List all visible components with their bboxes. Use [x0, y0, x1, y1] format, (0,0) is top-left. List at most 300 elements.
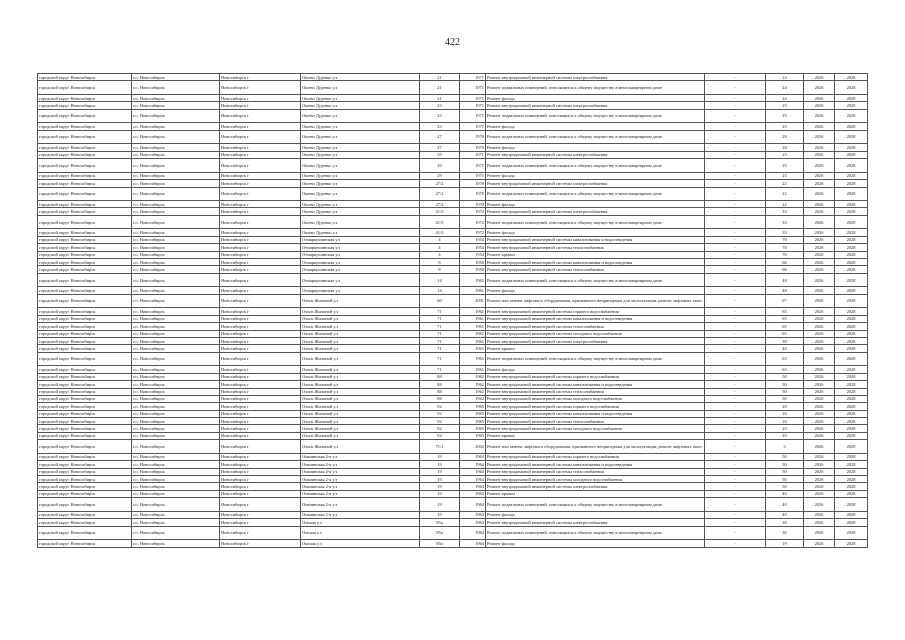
table-body: [38, 74, 868, 548]
end-year-cell: 2028: [835, 526, 868, 540]
work-type-cell: Ремонт внутридомовой инженерной системы электроснабжения: [486, 74, 705, 81]
street-cell: Отмаркушинская у.э: [301, 273, 420, 287]
table-row: [38, 418, 868, 425]
table-row: [38, 395, 868, 402]
district-cell: г.о. Новосибирск: [132, 403, 220, 410]
year-built-cell: 2002: [460, 440, 486, 454]
district-cell: г.о. Новосибирск: [132, 102, 220, 109]
city-cell: Новосибирск г: [220, 287, 301, 294]
district-cell: г.о. Новосибирск: [132, 187, 220, 201]
year-built-cell: 1961: [460, 337, 486, 344]
end-year-cell: 2028: [835, 453, 868, 460]
table-row: [38, 476, 868, 483]
years-since-repair-cell: 40: [766, 511, 804, 518]
house-number-cell: 21: [420, 94, 460, 101]
start-year-cell: 2026: [804, 172, 835, 179]
start-year-cell: 2026: [804, 74, 835, 81]
district-cell: г.о. Новосибирск: [132, 418, 220, 425]
start-year-cell: 2026: [804, 432, 835, 439]
house-number-cell: 19: [420, 498, 460, 512]
city-cell: Новосибирск г: [220, 461, 301, 468]
years-since-repair-cell: 25: [766, 159, 804, 173]
district-cell: г.о. Новосибирск: [132, 172, 220, 179]
year-built-cell: 1954: [460, 244, 486, 251]
year-built-cell: 1961: [460, 323, 486, 330]
table-row: [38, 74, 868, 81]
year-built-cell: 1961: [460, 315, 486, 322]
repair-schedule-table: [37, 73, 868, 548]
start-year-cell: 2026: [804, 287, 835, 294]
table-row: [38, 461, 868, 468]
house-number-cell: 71: [420, 315, 460, 322]
table-row: [38, 123, 868, 130]
work-type-cell: Ремонт подвальных помещений, относящихся к общему имуществу в многоквартирном доме: [486, 215, 705, 229]
year-built-cell: 1971: [460, 172, 486, 179]
street-cell: Отмаркушинская у.э: [301, 236, 420, 243]
table-row: [38, 490, 868, 497]
year-built-cell: 1961: [460, 330, 486, 337]
work-type-cell: Ремонт фасада: [486, 229, 705, 236]
district-cell: г.о. Новосибирск: [132, 432, 220, 439]
start-year-cell: 2026: [804, 244, 835, 251]
table-row: [38, 294, 868, 308]
years-since-repair-cell: 25: [766, 172, 804, 179]
city-cell: Новосибирск г: [220, 540, 301, 547]
work-type-cell: Ремонт фасада: [486, 94, 705, 101]
dash-cell: -: [705, 215, 766, 229]
years-since-repair-cell: 65: [766, 330, 804, 337]
house-number-cell: 19: [420, 461, 460, 468]
street-cell: Омьчинская 2-я у.э: [301, 468, 420, 475]
end-year-cell: 2028: [835, 201, 868, 208]
start-year-cell: 2026: [804, 511, 835, 518]
municipality-cell: городской округ Новосибирск: [38, 432, 132, 439]
district-cell: г.о. Новосибирск: [132, 440, 220, 454]
table-row: [38, 432, 868, 439]
municipality-cell: городской округ Новосибирск: [38, 266, 132, 273]
years-since-repair-cell: 66: [766, 266, 804, 273]
start-year-cell: 2026: [804, 130, 835, 144]
end-year-cell: 2028: [835, 418, 868, 425]
year-built-cell: 1964: [460, 511, 486, 518]
work-type-cell: Ремонт подвальных помещений, относящихся к общему имуществу в многоквартирном доме: [486, 109, 705, 123]
table-row: [38, 440, 868, 454]
years-since-repair-cell: 70: [766, 244, 804, 251]
house-number-cell: 27/2: [420, 187, 460, 201]
city-cell: Новосибирск г: [220, 476, 301, 483]
year-built-cell: 1972: [460, 215, 486, 229]
table-row: [38, 144, 868, 151]
work-type-cell: Ремонт внутридомовой инженерной системы электроснабжения: [486, 151, 705, 158]
start-year-cell: 2026: [804, 381, 835, 388]
dash-cell: -: [705, 395, 766, 402]
dash-cell: -: [705, 345, 766, 352]
dash-cell: -: [705, 74, 766, 81]
table-row: [38, 498, 868, 512]
start-year-cell: 2026: [804, 418, 835, 425]
street-cell: Отмаркушинская у.э: [301, 259, 420, 266]
district-cell: г.о. Новосибирск: [132, 130, 220, 144]
street-cell: Ольги Жилиной у.э: [301, 381, 420, 388]
years-since-repair-cell: 30: [766, 519, 804, 526]
city-cell: Новосибирск г: [220, 172, 301, 179]
city-cell: Новосибирск г: [220, 388, 301, 395]
table-row: [38, 94, 868, 101]
house-number-cell: 21: [420, 74, 460, 81]
table-row: [38, 151, 868, 158]
municipality-cell: городской округ Новосибирск: [38, 74, 132, 81]
work-type-cell: Ремонт фасада: [486, 144, 705, 151]
start-year-cell: 2026: [804, 180, 835, 187]
work-type-cell: Ремонт внутридомовой инженерной системы канализования и водоотведения: [486, 381, 705, 388]
years-since-repair-cell: 25: [766, 151, 804, 158]
dash-cell: -: [705, 172, 766, 179]
table-row: [38, 187, 868, 201]
street-cell: Ошево Дуденко у.э: [301, 180, 420, 187]
year-built-cell: 1965: [460, 403, 486, 410]
years-since-repair-cell: 50: [766, 395, 804, 402]
table-row: [38, 109, 868, 123]
dash-cell: -: [705, 294, 766, 308]
dash-cell: -: [705, 432, 766, 439]
end-year-cell: 2028: [835, 352, 868, 366]
house-number-cell: 71: [420, 337, 460, 344]
municipality-cell: городской округ Новосибирск: [38, 187, 132, 201]
work-type-cell: Ремонт внутридомовой инженерной системы электроснабжения: [486, 102, 705, 109]
table-row: [38, 229, 868, 236]
city-cell: Новосибирск г: [220, 330, 301, 337]
end-year-cell: 2028: [835, 381, 868, 388]
work-type-cell: Ремонт внутридомовой инженерной системы холодного водоснабжения: [486, 476, 705, 483]
city-cell: Новосибирск г: [220, 352, 301, 366]
end-year-cell: 2028: [835, 323, 868, 330]
start-year-cell: 2026: [804, 159, 835, 173]
table-row: [38, 410, 868, 417]
city-cell: Новосибирск г: [220, 345, 301, 352]
years-since-repair-cell: 30: [766, 526, 804, 540]
municipality-cell: городской округ Новосибирск: [38, 109, 132, 123]
house-number-cell: 8: [420, 259, 460, 266]
street-cell: Ольги Жилиной у.э: [301, 440, 420, 454]
start-year-cell: 2026: [804, 425, 835, 432]
start-year-cell: 2026: [804, 395, 835, 402]
table-row: [38, 266, 868, 273]
table-row: [38, 468, 868, 475]
start-year-cell: 2026: [804, 123, 835, 130]
district-cell: г.о. Новосибирск: [132, 410, 220, 417]
house-number-cell: 92: [420, 410, 460, 417]
end-year-cell: 2028: [835, 540, 868, 547]
table-row: [38, 526, 868, 540]
district-cell: г.о. Новосибирск: [132, 109, 220, 123]
start-year-cell: 2026: [804, 315, 835, 322]
street-cell: Ольги Жилиной у.э: [301, 315, 420, 322]
end-year-cell: 2028: [835, 172, 868, 179]
start-year-cell: 2026: [804, 94, 835, 101]
house-number-cell: 29: [420, 151, 460, 158]
street-cell: Омьчинская 2-я у.э: [301, 511, 420, 518]
city-cell: Новосибирск г: [220, 159, 301, 173]
city-cell: Новосибирск г: [220, 526, 301, 540]
work-type-cell: Ремонт внутридомовой инженерной системы канализования и водоотведения: [486, 461, 705, 468]
years-since-repair-cell: 22: [766, 180, 804, 187]
street-cell: Ольги Жилиной у.э: [301, 395, 420, 402]
year-built-cell: 1962: [460, 381, 486, 388]
start-year-cell: 2026: [804, 236, 835, 243]
city-cell: Новосибирск г: [220, 244, 301, 251]
year-built-cell: 1970: [460, 201, 486, 208]
table-row: [38, 273, 868, 287]
city-cell: Новосибирск г: [220, 381, 301, 388]
year-built-cell: 1971: [460, 102, 486, 109]
years-since-repair-cell: 24: [766, 94, 804, 101]
work-type-cell: Ремонт крыши: [486, 490, 705, 497]
district-cell: г.о. Новосибирск: [132, 159, 220, 173]
city-cell: Новосибирск г: [220, 425, 301, 432]
house-number-cell: 21: [420, 81, 460, 95]
city-cell: Новосибирск г: [220, 102, 301, 109]
municipality-cell: городской округ Новосибирск: [38, 366, 132, 373]
start-year-cell: 2026: [804, 352, 835, 366]
table-row: [38, 159, 868, 173]
year-built-cell: 1970: [460, 130, 486, 144]
year-built-cell: 1964: [460, 483, 486, 490]
year-built-cell: 1962: [460, 388, 486, 395]
municipality-cell: городской округ Новосибирск: [38, 259, 132, 266]
house-number-cell: 21/3: [420, 215, 460, 229]
street-cell: Омская у.э: [301, 526, 420, 540]
end-year-cell: 2028: [835, 366, 868, 373]
dash-cell: -: [705, 519, 766, 526]
table-row: [38, 388, 868, 395]
work-type-cell: Ремонт внутридомовой инженерной системы холодного водоснабжения: [486, 395, 705, 402]
municipality-cell: городской округ Новосибирск: [38, 373, 132, 380]
house-number-cell: 4: [420, 236, 460, 243]
dash-cell: -: [705, 461, 766, 468]
district-cell: г.о. Новосибирск: [132, 540, 220, 547]
municipality-cell: городской округ Новосибирск: [38, 159, 132, 173]
street-cell: Ольги Жилиной у.э: [301, 373, 420, 380]
end-year-cell: 2028: [835, 432, 868, 439]
dash-cell: -: [705, 259, 766, 266]
house-number-cell: 88: [420, 373, 460, 380]
year-built-cell: 1964: [460, 540, 486, 547]
district-cell: г.о. Новосибирск: [132, 366, 220, 373]
start-year-cell: 2026: [804, 345, 835, 352]
district-cell: г.о. Новосибирск: [132, 388, 220, 395]
work-type-cell: Ремонт крыши: [486, 251, 705, 258]
street-cell: Ольги Жилиной у.э: [301, 432, 420, 439]
city-cell: Новосибирск г: [220, 259, 301, 266]
year-built-cell: 1962: [460, 395, 486, 402]
district-cell: г.о. Новосибирск: [132, 123, 220, 130]
years-since-repair-cell: 3: [766, 440, 804, 454]
city-cell: Новосибирск г: [220, 187, 301, 201]
house-number-cell: 27: [420, 144, 460, 151]
city-cell: Новосибирск г: [220, 81, 301, 95]
house-number-cell: 88: [420, 395, 460, 402]
end-year-cell: 2028: [835, 315, 868, 322]
end-year-cell: 2028: [835, 94, 868, 101]
years-since-repair-cell: 28: [766, 130, 804, 144]
dash-cell: -: [705, 352, 766, 366]
year-built-cell: 1971: [460, 151, 486, 158]
house-number-cell: 71/1: [420, 440, 460, 454]
work-type-cell: Ремонт внутридомовой инженерной системы теплоснабжения: [486, 388, 705, 395]
work-type-cell: Ремонт фасада: [486, 287, 705, 294]
municipality-cell: городской округ Новосибирск: [38, 519, 132, 526]
dash-cell: -: [705, 526, 766, 540]
street-cell: Ошево Дуденко у.э: [301, 81, 420, 95]
work-type-cell: Ремонт внутридомовой инженерной системы канализования и водоотведения: [486, 259, 705, 266]
end-year-cell: 2028: [835, 440, 868, 454]
district-cell: г.о. Новосибирск: [132, 373, 220, 380]
work-type-cell: Ремонт внутридомовой инженерной системы горячего водоснабжения: [486, 403, 705, 410]
dash-cell: -: [705, 388, 766, 395]
year-built-cell: 1971: [460, 159, 486, 173]
table-row: [38, 366, 868, 373]
street-cell: Ольги Жилиной у.э: [301, 330, 420, 337]
district-cell: г.о. Новосибирск: [132, 315, 220, 322]
house-number-cell: 21/3: [420, 208, 460, 215]
street-cell: Ольги Жилиной у.э: [301, 294, 420, 308]
house-number-cell: 19: [420, 453, 460, 460]
house-number-cell: 19: [420, 483, 460, 490]
year-built-cell: 1950: [460, 266, 486, 273]
municipality-cell: городской округ Новосибирск: [38, 345, 132, 352]
start-year-cell: 2026: [804, 259, 835, 266]
municipality-cell: городской округ Новосибирск: [38, 208, 132, 215]
municipality-cell: городской округ Новосибирск: [38, 201, 132, 208]
house-number-cell: 19: [420, 511, 460, 518]
street-cell: Ольги Жилиной у.э: [301, 345, 420, 352]
years-since-repair-cell: 40: [766, 490, 804, 497]
municipality-cell: городской округ Новосибирск: [38, 151, 132, 158]
table-row: [38, 81, 868, 95]
end-year-cell: 2028: [835, 410, 868, 417]
year-built-cell: 1962: [460, 373, 486, 380]
years-since-repair-cell: 50: [766, 468, 804, 475]
start-year-cell: 2026: [804, 540, 835, 547]
year-built-cell: 1964: [460, 476, 486, 483]
municipality-cell: городской округ Новосибирск: [38, 130, 132, 144]
street-cell: Омьчинская 2-я у.э: [301, 483, 420, 490]
municipality-cell: городской округ Новосибирск: [38, 172, 132, 179]
table-row: [38, 308, 868, 315]
district-cell: г.о. Новосибирск: [132, 208, 220, 215]
end-year-cell: 2028: [835, 130, 868, 144]
years-since-repair-cell: 65: [766, 315, 804, 322]
city-cell: Новосибирск г: [220, 519, 301, 526]
work-type-cell: Ремонт внутридомовой инженерной системы теплоснабжения: [486, 244, 705, 251]
start-year-cell: 2026: [804, 519, 835, 526]
start-year-cell: 2026: [804, 453, 835, 460]
work-type-cell: Ремонт внутридомовой инженерной системы теплоснабжения: [486, 323, 705, 330]
year-built-cell: 1965: [460, 432, 486, 439]
district-cell: г.о. Новосибирск: [132, 266, 220, 273]
city-cell: Новосибирск г: [220, 403, 301, 410]
house-number-cell: 88: [420, 381, 460, 388]
house-number-cell: 27/2: [420, 180, 460, 187]
municipality-cell: городской округ Новосибирск: [38, 94, 132, 101]
dash-cell: -: [705, 373, 766, 380]
end-year-cell: 2028: [835, 74, 868, 81]
street-cell: Ошево Дуденко у.э: [301, 215, 420, 229]
house-number-cell: 92: [420, 403, 460, 410]
year-built-cell: 1971: [460, 109, 486, 123]
table-row: [38, 251, 868, 258]
house-number-cell: 60: [420, 294, 460, 308]
table-row: [38, 373, 868, 380]
end-year-cell: 2028: [835, 123, 868, 130]
district-cell: г.о. Новосибирск: [132, 519, 220, 526]
city-cell: Новосибирск г: [220, 440, 301, 454]
table-row: [38, 511, 868, 518]
municipality-cell: городской округ Новосибирск: [38, 123, 132, 130]
year-built-cell: 1954: [460, 236, 486, 243]
start-year-cell: 2026: [804, 187, 835, 201]
street-cell: Ошево Дуденко у.э: [301, 229, 420, 236]
table-row: [38, 345, 868, 352]
municipality-cell: городской округ Новосибирск: [38, 244, 132, 251]
house-number-cell: 92: [420, 418, 460, 425]
end-year-cell: 2028: [835, 109, 868, 123]
end-year-cell: 2028: [835, 251, 868, 258]
table-row: [38, 337, 868, 344]
year-built-cell: 1964: [460, 468, 486, 475]
end-year-cell: 2028: [835, 345, 868, 352]
municipality-cell: городской округ Новосибирск: [38, 102, 132, 109]
municipality-cell: городской округ Новосибирск: [38, 337, 132, 344]
city-cell: Новосибирск г: [220, 251, 301, 258]
municipality-cell: городской округ Новосибирск: [38, 453, 132, 460]
start-year-cell: 2026: [804, 498, 835, 512]
end-year-cell: 2028: [835, 395, 868, 402]
house-number-cell: 14: [420, 273, 460, 287]
table-row: [38, 381, 868, 388]
municipality-cell: городской округ Новосибирск: [38, 476, 132, 483]
dash-cell: -: [705, 130, 766, 144]
work-type-cell: Ремонт подвальных помещений, относящихся к общему имуществу в многоквартирном доме: [486, 187, 705, 201]
end-year-cell: 2028: [835, 388, 868, 395]
house-number-cell: 19: [420, 490, 460, 497]
municipality-cell: городской округ Новосибирск: [38, 229, 132, 236]
table-row: [38, 180, 868, 187]
municipality-cell: городской округ Новосибирск: [38, 330, 132, 337]
work-type-cell: Ремонт внутридомовой инженерной системы электроснабжения: [486, 483, 705, 490]
city-cell: Новосибирск г: [220, 395, 301, 402]
district-cell: г.о. Новосибирск: [132, 144, 220, 151]
street-cell: Ошево Дуденко у.э: [301, 144, 420, 151]
district-cell: г.о. Новосибирск: [132, 511, 220, 518]
street-cell: Ошево Дуденко у.э: [301, 123, 420, 130]
year-built-cell: 1964: [460, 453, 486, 460]
city-cell: Новосибирск г: [220, 511, 301, 518]
street-cell: Ошево Дуденко у.э: [301, 208, 420, 215]
house-number-cell: 71: [420, 330, 460, 337]
years-since-repair-cell: 63: [766, 352, 804, 366]
house-number-cell: 21/3: [420, 229, 460, 236]
street-cell: Ольги Жилиной у.э: [301, 308, 420, 315]
years-since-repair-cell: 48: [766, 273, 804, 287]
start-year-cell: 2026: [804, 440, 835, 454]
house-number-cell: 92: [420, 425, 460, 432]
dash-cell: -: [705, 308, 766, 315]
end-year-cell: 2028: [835, 215, 868, 229]
dash-cell: -: [705, 490, 766, 497]
end-year-cell: 2028: [835, 498, 868, 512]
district-cell: г.о. Новосибирск: [132, 483, 220, 490]
